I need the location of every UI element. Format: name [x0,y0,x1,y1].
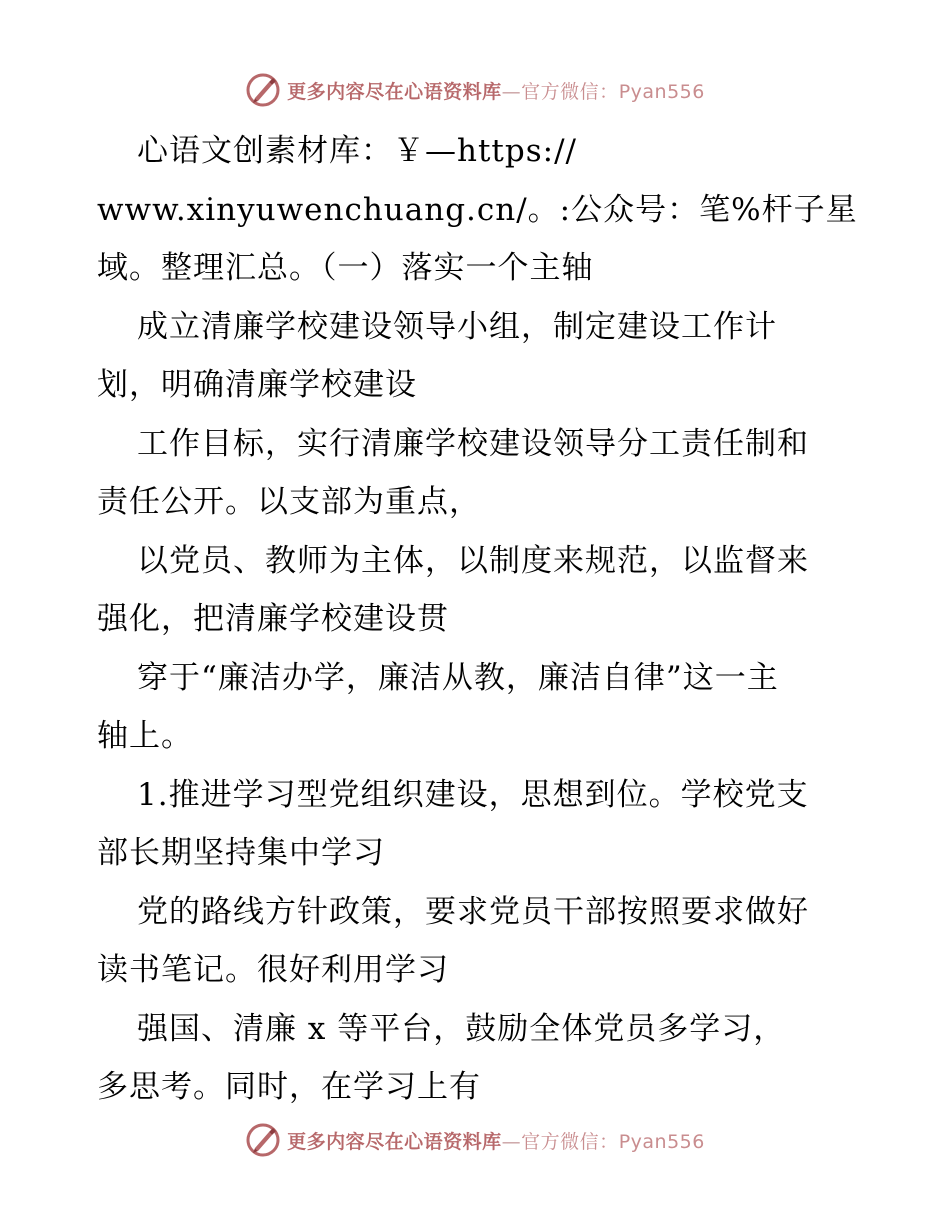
body-line: 读书笔记。很好利用学习 [97,952,449,988]
body-line: 党的路线方针政策，要求党员干部按照要求做好 [137,893,809,930]
pen-circle-logo-icon [245,1122,281,1158]
body-line: 心语文创素材库：￥—https:// [137,133,577,169]
body-line: 成立清廉学校建设领导小组，制定建设工作计 [137,308,777,345]
body-line: 强化，把清廉学校建设贯 [97,601,449,637]
watermark-text [287,1127,705,1154]
body-line: 责任公开。以支部为重点， [97,484,481,520]
body-line: 穿于“廉洁办学，廉洁从教，廉洁自律”这一主 [137,659,779,696]
body-line: 工作目标，实行清廉学校建设领导分工责任制和 [137,425,809,462]
body-line: 部长期坚持集中学习 [97,835,385,871]
body-line: 以党员、教师为主体，以制度来规范，以监督来 [137,542,809,579]
watermark-wechat-label: 官方微信： [521,80,619,103]
watermark-wechat-label: 官方微信： [521,1130,619,1153]
header-watermark-banner [0,70,950,110]
header-watermark-inner [245,72,705,108]
watermark-text [287,77,705,104]
body-line: 多思考。同时，在学习上有 [97,1069,481,1105]
footer-watermark-banner [0,1120,950,1160]
body-line: 强国、清廉 x 等平台，鼓励全体党员多学习， [137,1010,786,1047]
watermark-separator: — [501,80,522,103]
pen-circle-logo-icon [245,72,281,108]
body-line: 轴上。 [97,718,193,754]
body-line: www.xinyuwenchuang.cn/。:公众号：笔%杆子星 [97,191,858,228]
watermark-separator: — [501,1130,522,1153]
watermark-wechat-id: Pyan556 [618,1130,705,1153]
footer-watermark-inner [245,1122,705,1158]
watermark-slogan: 更多内容尽在心语资料库 [287,80,502,103]
body-line: 划，明确清廉学校建设 [97,367,417,403]
watermark-wechat-id: Pyan556 [618,80,705,103]
body-line: 1.推进学习型党组织建设，思想到位。学校党支 [137,776,809,813]
watermark-slogan: 更多内容尽在心语资料库 [287,1130,502,1153]
body-line: 域。整理汇总。（一）落实一个主轴 [97,250,594,286]
document-body [97,122,857,1117]
